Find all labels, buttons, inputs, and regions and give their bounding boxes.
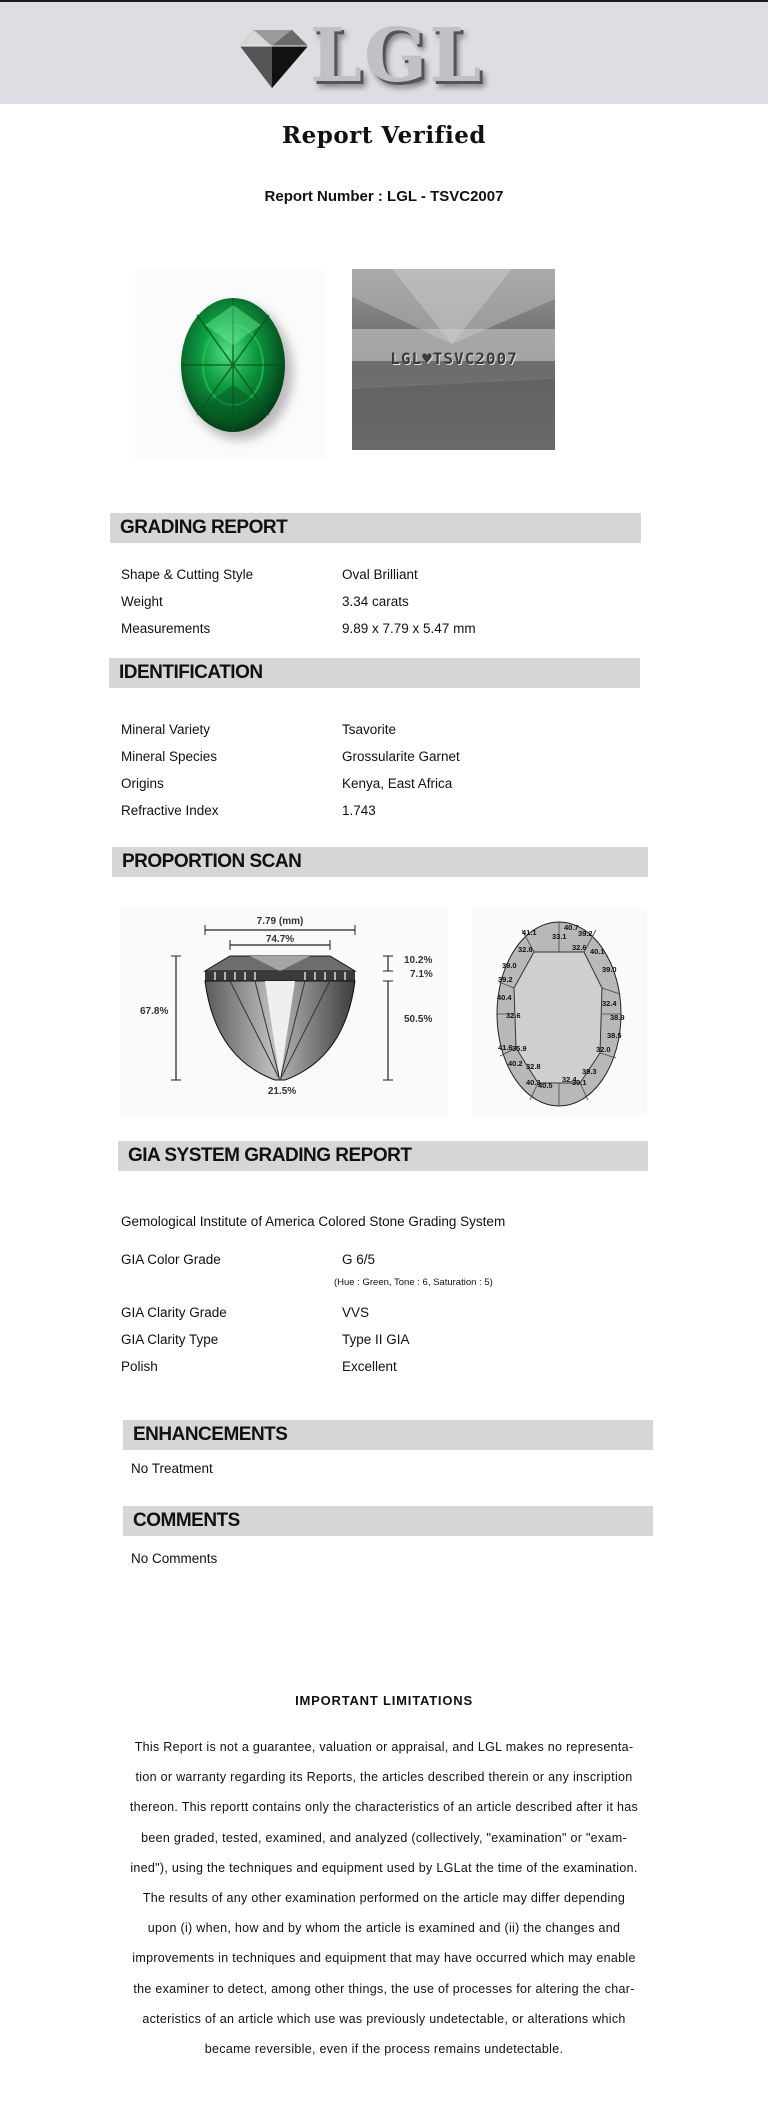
gia-system-name: Gemological Institute of America Colored Stone Grading System <box>121 1214 506 1229</box>
gia-clarity-type-value: Type II GIA <box>342 1332 410 1347</box>
limitations-line: upon (i) when, how and by whom the article is examined and (ii) the changes and <box>147 1921 621 1936</box>
comments-text: No Comments <box>131 1551 218 1566</box>
mineral-variety-value: Tsavorite <box>342 722 397 737</box>
facet-angle-14: 38.5 <box>607 1031 622 1040</box>
limitations-line: thereon. This reportt contains only the characteristics of an article described after it has <box>129 1800 639 1815</box>
facet-angle-17: 32.0 <box>596 1045 611 1054</box>
origins-value: Kenya, East Africa <box>342 776 453 791</box>
width-mm-label: 7.79 (mm) <box>256 916 304 927</box>
total-depth-label: 67.8% <box>140 1006 169 1017</box>
facet-angle-4: 40.1 <box>590 947 605 956</box>
enhancements-heading: ENHANCEMENTS <box>123 1420 653 1450</box>
header-bar <box>0 0 768 104</box>
top-view-diagram <box>472 908 647 1116</box>
shape-label: Shape & Cutting Style <box>121 567 254 582</box>
refractive-index-label: Refractive Index <box>121 803 219 818</box>
limitations-line: The results of any other examination performed on the article may differ depending <box>142 1891 626 1906</box>
facet-angle-2: 33.1 <box>552 932 567 941</box>
facet-angle-24: 39.1 <box>572 1078 587 1087</box>
gia-clarity-grade-value: VVS <box>342 1305 370 1320</box>
proportion-scan-heading: PROPORTION SCAN <box>112 847 648 877</box>
facet-angle-20: 40.3 <box>526 1078 541 1087</box>
limitations-heading: IMPORTANT LIMITATIONS <box>295 1693 473 1708</box>
gia-color-grade-value: G 6/5 <box>342 1252 376 1267</box>
measurements-label: Measurements <box>121 621 211 636</box>
weight-label: Weight <box>121 594 163 609</box>
crown-pct-label: 10.2% <box>404 955 433 966</box>
limitations-line: been graded, tested, examined, and analyzed (collectively, "examination" or "exam- <box>141 1830 627 1845</box>
limitations-body <box>117 1732 651 2064</box>
facet-angle-22: 39.3 <box>582 1067 597 1076</box>
table-pct-label: 74.7% <box>265 934 295 945</box>
limitations-line: improvements in techniques and equipment that may have occurred which may enable <box>132 1951 636 1966</box>
lgl-logo <box>230 13 490 99</box>
mineral-variety-label: Mineral Variety <box>121 722 211 737</box>
gia-clarity-grade-label: GIA Clarity Grade <box>121 1305 227 1320</box>
measurements-value: 9.89 x 7.79 x 5.47 mm <box>342 621 476 636</box>
facet-angle-5: 32.8 <box>518 945 533 954</box>
limitations-line: ined"), using the techniques and equipment used by LGLat the time of the examination. <box>130 1860 638 1875</box>
page-title: Report Verified <box>282 122 486 149</box>
facet-angle-23: 40.5 <box>538 1081 553 1090</box>
mineral-species-value: Grossularite Garnet <box>342 749 460 764</box>
facet-angle-10: 40.4 <box>497 993 512 1002</box>
report-number: Report Number : LGL - TSVC2007 <box>264 188 504 205</box>
limitations-line: tion or warranty regarding its Reports, the articles described therein or any inscription <box>135 1770 633 1785</box>
facet-angle-6: 32.6 <box>572 943 587 952</box>
pavilion-pct-label: 50.5% <box>404 1014 433 1025</box>
facet-angle-18: 40.2 <box>508 1059 523 1068</box>
logo-text: LGL <box>310 13 484 99</box>
gia-clarity-type-label: GIA Clarity Type <box>121 1332 219 1347</box>
limitations-line: became reversible, even if the process remains undetectable. <box>204 2042 564 2057</box>
weight-value: 3.34 carats <box>342 594 409 609</box>
grading-report-heading: GRADING REPORT <box>110 513 641 543</box>
gemstone-photo <box>135 270 325 460</box>
refractive-index-value: 1.743 <box>342 803 376 818</box>
gia-report-heading: GIA SYSTEM GRADING REPORT <box>118 1141 648 1171</box>
facet-angle-3: 39.2 <box>578 929 593 938</box>
shape-value: Oval Brilliant <box>342 567 418 582</box>
limitations-line: This Report is not a guarantee, valuation or appraisal, and LGL makes no representa- <box>134 1740 634 1754</box>
facet-angle-21: 32.4 <box>562 1075 577 1084</box>
inscription-text: LGL♥TSVC2007 <box>390 349 518 368</box>
facet-angle-9: 39.2 <box>498 975 513 984</box>
comments-heading: COMMENTS <box>123 1506 653 1536</box>
facet-angle-12: 32.6 <box>506 1011 521 1020</box>
facet-angle-8: 39.0 <box>602 965 617 974</box>
enhancements-text: No Treatment <box>131 1461 213 1476</box>
diamond-icon <box>232 22 312 92</box>
facet-angle-1: 41.1 <box>522 928 537 937</box>
mineral-species-label: Mineral Species <box>121 749 218 764</box>
limitations-line: acteristics of an article which use was previously undetectable, or alterations which <box>142 2011 626 2026</box>
side-profile-diagram <box>120 908 448 1116</box>
facet-angle-0: 40.7 <box>564 923 579 932</box>
gia-color-grade-label: GIA Color Grade <box>121 1252 221 1267</box>
girdle-pct-label: 7.1% <box>410 969 433 980</box>
polish-value: Excellent <box>342 1359 397 1374</box>
laser-inscription-photo <box>352 269 555 450</box>
facet-angle-13: 38.9 <box>610 1013 625 1022</box>
gia-color-note: (Hue : Green, Tone : 6, Saturation : 5) <box>334 1277 493 1288</box>
origins-label: Origins <box>121 776 164 791</box>
polish-label: Polish <box>121 1359 158 1374</box>
facet-angle-15: 41.6 <box>498 1043 513 1052</box>
facet-angle-11: 32.4 <box>602 999 617 1008</box>
identification-heading: IDENTIFICATION <box>109 658 640 688</box>
facet-angle-19: 32.8 <box>526 1062 541 1071</box>
facet-angle-7: 39.0 <box>502 961 517 970</box>
facet-angle-16: 35.9 <box>512 1044 527 1053</box>
culet-pct-label: 21.5% <box>267 1086 297 1097</box>
limitations-line: the examiner to detect, among other things, the use of processes for altering the char- <box>133 1981 635 1996</box>
